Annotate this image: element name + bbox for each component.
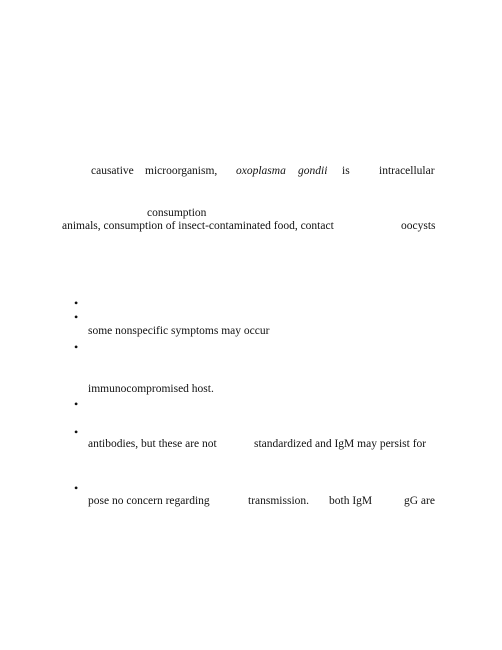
text-gondii: gondii (298, 165, 328, 177)
text-oxoplasma: oxoplasma (236, 165, 286, 177)
bullet-text: transmission. (248, 495, 310, 507)
bullet-text: gG are (404, 495, 435, 507)
bullet-marker: • (74, 481, 79, 495)
text-oocysts: oocysts (401, 220, 436, 232)
text-animals-line: animals, consumption of insect-contaminated food, contact (62, 220, 334, 232)
bullet-text: antibodies, but these are not (88, 438, 217, 450)
bullet-marker: • (74, 296, 79, 310)
text-consumption: consumption (147, 207, 207, 219)
text-causative: causative (91, 165, 134, 177)
bullet-marker: • (74, 425, 79, 439)
text-is: is (342, 165, 350, 177)
bullet-text: immunocompromised host. (88, 383, 214, 395)
bullet-text: pose no concern regarding (88, 495, 210, 507)
bullet-text: standardized and IgM may persist for (254, 438, 427, 450)
bullet-marker: • (74, 310, 79, 324)
bullet-text: some nonspecific symptoms may occur (88, 325, 270, 337)
text-intracellular: intracellular (379, 165, 435, 177)
bullet-marker: • (74, 397, 79, 411)
bullet-text: both IgM (329, 495, 373, 507)
text-microorganism: microorganism, (145, 165, 218, 177)
bullet-marker: • (74, 340, 79, 354)
